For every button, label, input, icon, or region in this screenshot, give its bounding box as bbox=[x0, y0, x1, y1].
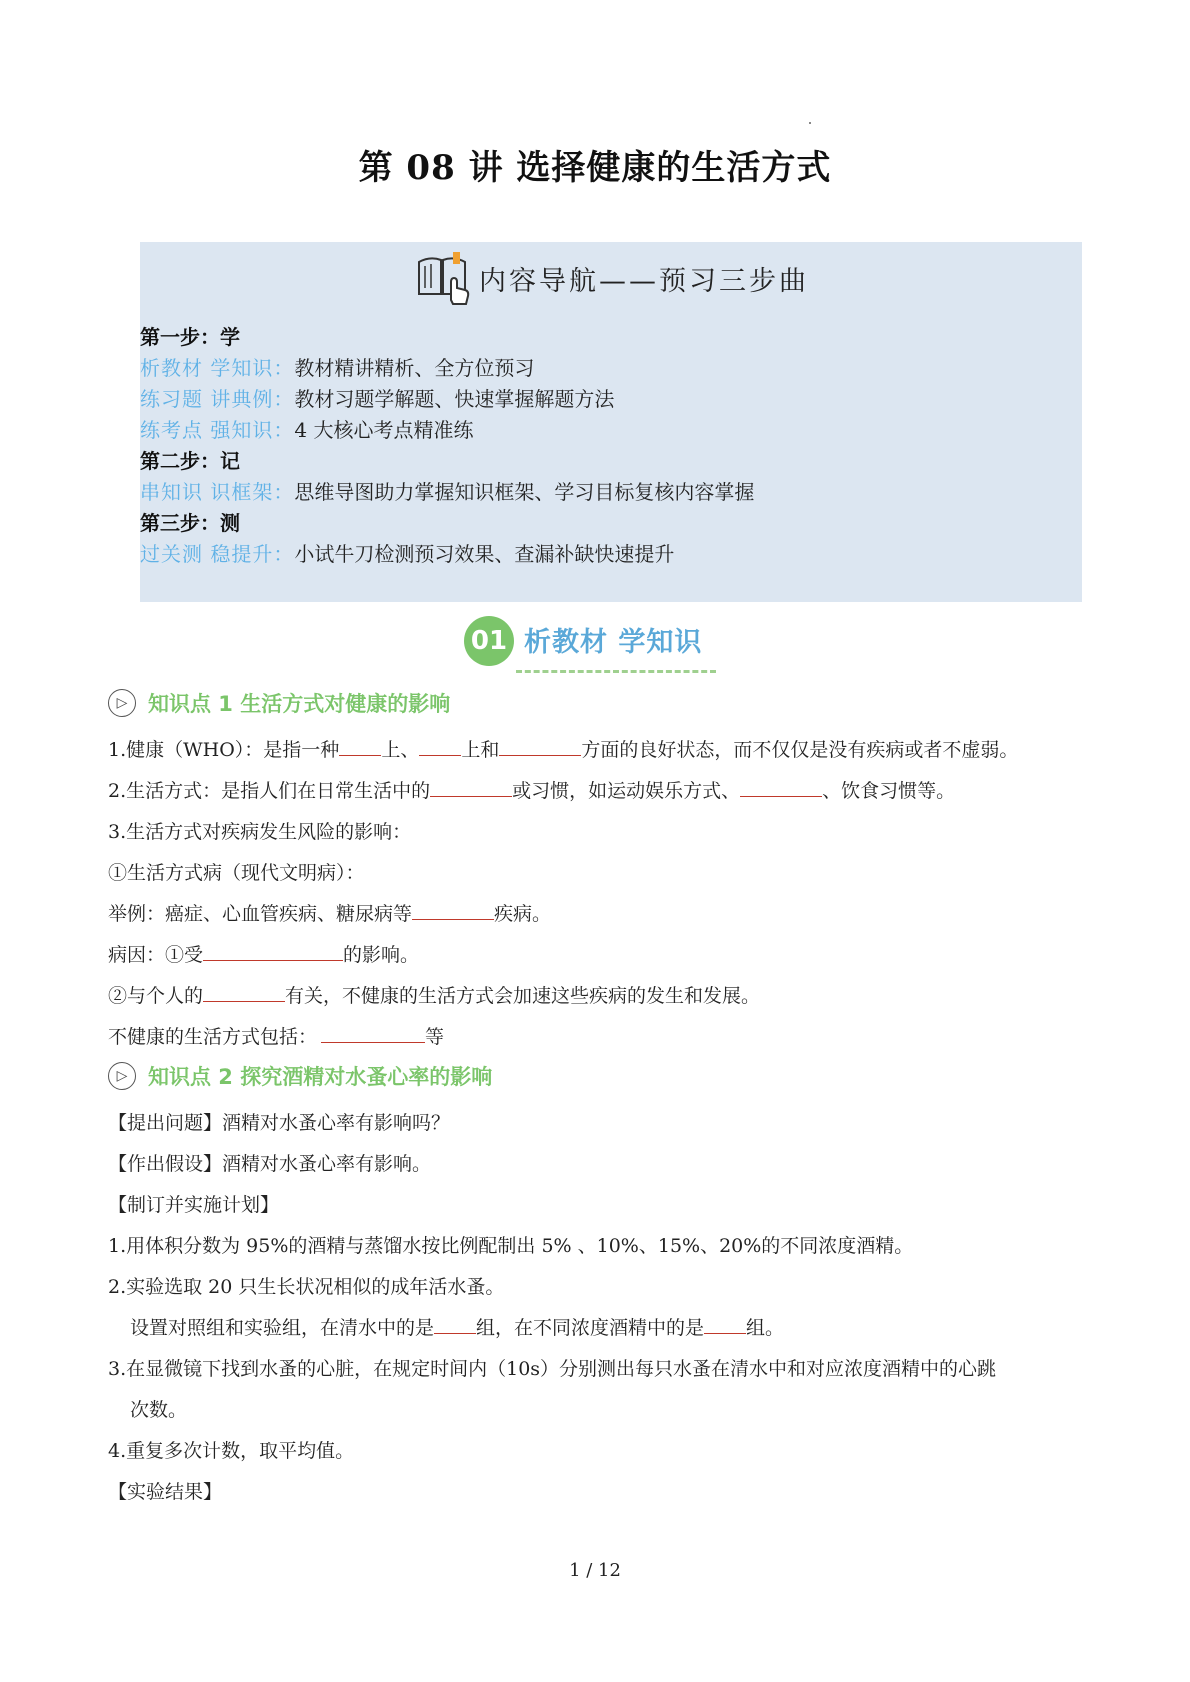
text: 方面的良好状态，而不仅仅是没有疾病或者不虚弱。 bbox=[581, 739, 1019, 761]
paragraph: 【实验结果】 bbox=[108, 1481, 223, 1503]
nav-header bbox=[140, 242, 1082, 314]
knowledge-point-title: 知识点 2 探究酒精对水蚤心率的影响 bbox=[148, 1065, 493, 1089]
nav-item-desc: 教材精讲精析、全方位预习 bbox=[294, 356, 535, 380]
text: 等 bbox=[425, 1026, 445, 1048]
nav-item bbox=[140, 477, 754, 508]
paragraph: 3.在显微镜下找到水蚤的心脏，在规定时间内（10s）分别测出每只水蚤在清水中和对应浓度酒精中的心跳 bbox=[108, 1358, 997, 1380]
nav-item-key: 串知识 识框架： bbox=[140, 480, 295, 504]
paragraph bbox=[108, 735, 1018, 762]
nav-item-key: 析教材 学知识： bbox=[140, 356, 295, 380]
nav-item bbox=[140, 539, 754, 570]
text: 的影响。 bbox=[343, 944, 420, 966]
text: 不健康的生活方式包括： bbox=[108, 1026, 318, 1048]
section-number: 01 bbox=[464, 616, 514, 666]
paragraph bbox=[108, 899, 551, 926]
nav-item-key: 练习题 讲典例： bbox=[140, 387, 295, 411]
text: 上、 bbox=[381, 739, 420, 761]
page-title: 第 08 讲 选择健康的生活方式 bbox=[358, 148, 832, 188]
text: 或习惯，如运动娱乐方式、 bbox=[512, 780, 741, 802]
nav-item-desc: 教材习题学解题、快速掌握解题方法 bbox=[294, 387, 615, 411]
text: 疾病。 bbox=[494, 903, 552, 925]
content-navigation-box bbox=[140, 242, 1082, 602]
paragraph: 【制订并实施计划】 bbox=[108, 1194, 280, 1216]
fill-blank bbox=[740, 776, 822, 797]
fill-blank bbox=[203, 940, 343, 961]
step-1-heading: 第一步：学 bbox=[140, 325, 240, 349]
paragraph: 3.生活方式对疾病发生风险的影响： bbox=[108, 821, 412, 843]
paragraph bbox=[108, 1022, 444, 1049]
knowledge-point-2-heading bbox=[108, 1061, 492, 1091]
nav-item-desc: 小试牛刀检测预习效果、查漏补缺快速提升 bbox=[294, 542, 675, 566]
arrow-circle-icon: ▷ bbox=[108, 1062, 136, 1090]
section-underline bbox=[516, 670, 716, 673]
stray-dot bbox=[809, 122, 811, 124]
arrow-circle-icon: ▷ bbox=[108, 689, 136, 717]
nav-item-desc: 思维导图助力掌握知识框架、学习目标复核内容掌握 bbox=[294, 480, 755, 504]
text: 2.生活方式：是指人们在日常生活中的 bbox=[108, 780, 431, 802]
nav-item-key: 练考点 强知识： bbox=[140, 418, 295, 442]
page-number: 1 / 12 bbox=[569, 1560, 621, 1581]
book-hand-icon bbox=[413, 248, 475, 308]
text: ②与个人的 bbox=[108, 985, 204, 1007]
paragraph: 4.重复多次计数，取平均值。 bbox=[108, 1440, 355, 1462]
fill-blank bbox=[499, 735, 581, 756]
paragraph: 1.用体积分数为 95%的酒精与蒸馏水按比例配制出 5% 、10%、15%、20%的不同浓度酒精。 bbox=[108, 1235, 914, 1257]
section-badge bbox=[464, 612, 728, 674]
nav-item bbox=[140, 353, 754, 384]
fill-blank bbox=[430, 776, 512, 797]
step-3-heading: 第三步：测 bbox=[140, 511, 240, 535]
paragraph: 【作出假设】酒精对水蚤心率有影响。 bbox=[108, 1153, 432, 1175]
knowledge-point-title: 知识点 1 生活方式对健康的影响 bbox=[148, 692, 451, 716]
text: 病因：①受 bbox=[108, 944, 204, 966]
text: 设置对照组和实验组，在清水中的是 bbox=[130, 1317, 435, 1339]
text: 、饮食习惯等。 bbox=[822, 780, 956, 802]
nav-item-key: 过关测 稳提升： bbox=[140, 542, 295, 566]
fill-blank bbox=[321, 1022, 425, 1043]
paragraph: ①生活方式病（现代文明病）： bbox=[108, 862, 365, 884]
paragraph bbox=[108, 776, 955, 803]
paragraph: 【提出问题】酒精对水蚤心率有影响吗？ bbox=[108, 1112, 451, 1134]
text: 组，在不同浓度酒精中的是 bbox=[476, 1317, 705, 1339]
text: 上和 bbox=[461, 739, 500, 761]
fill-blank bbox=[419, 735, 461, 756]
text: 有关，不健康的生活方式会加速这些疾病的发生和发展。 bbox=[285, 985, 761, 1007]
nav-lines bbox=[140, 322, 754, 570]
text: 举例：癌症、心血管疾病、糖尿病等 bbox=[108, 903, 413, 925]
text: 组。 bbox=[746, 1317, 785, 1339]
nav-title: 内容导航——预习三步曲 bbox=[479, 265, 809, 297]
fill-blank bbox=[704, 1313, 746, 1334]
paragraph: 2.实验选取 20 只生长状况相似的成年活水蚤。 bbox=[108, 1276, 505, 1298]
fill-blank bbox=[434, 1313, 476, 1334]
knowledge-point-1-heading bbox=[108, 688, 450, 718]
text: 1.健康（WHO）：是指一种 bbox=[108, 739, 340, 761]
fill-blank bbox=[203, 981, 285, 1002]
nav-item bbox=[140, 415, 754, 446]
step-2-heading: 第二步：记 bbox=[140, 449, 240, 473]
paragraph bbox=[108, 940, 419, 967]
fill-blank bbox=[339, 735, 381, 756]
nav-item-desc: 4 大核心考点精准练 bbox=[294, 418, 474, 442]
section-label: 析教材 学知识 bbox=[524, 627, 703, 658]
nav-item bbox=[140, 384, 754, 415]
paragraph bbox=[108, 981, 760, 1008]
paragraph: 次数。 bbox=[130, 1399, 188, 1421]
fill-blank bbox=[412, 899, 494, 920]
paragraph bbox=[130, 1313, 784, 1340]
